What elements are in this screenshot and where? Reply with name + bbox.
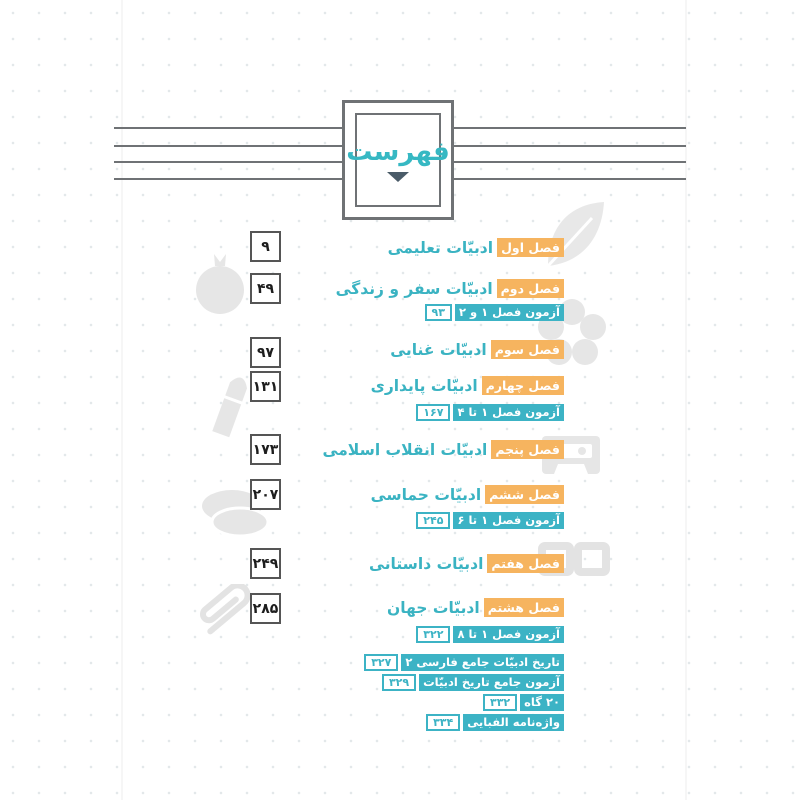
page-title: فهرست	[346, 136, 450, 167]
appendix-entry[interactable]	[382, 674, 564, 691]
down-arrow-icon	[387, 172, 409, 182]
page-number: ۹۷	[250, 337, 281, 368]
toc-entry[interactable]	[371, 485, 564, 504]
toc-entry[interactable]	[336, 279, 564, 298]
chapter-title: ادبیّات تعلیمی	[387, 238, 494, 257]
appendix-label: ۲۰ گاه	[520, 694, 564, 711]
header-line	[114, 127, 346, 129]
page-number: ۲۸۵	[250, 593, 281, 624]
appendix-label: آزمون جامع تاریخ ادبیّات	[419, 674, 564, 691]
header-line	[452, 127, 686, 129]
exam-label: آزمون فصل ۱ تا ۶	[453, 512, 564, 529]
page-number: ۱۳۱	[250, 371, 281, 402]
toc-entry[interactable]	[369, 554, 564, 573]
chapter-title: ادبیّات پایداری	[370, 376, 478, 395]
chapter-title: ادبیّات سفر و زندگی	[335, 279, 493, 298]
chapter-title: ادبیّات غنایی	[390, 340, 487, 359]
appendix-label: واژه‌نامه الفبایی	[463, 714, 564, 731]
exam-label: آزمون فصل ۱ تا ۴	[453, 404, 564, 421]
chapter-tag: فصل پنجم	[491, 440, 564, 459]
header-line	[114, 178, 346, 180]
leaf-icon	[540, 196, 610, 276]
chapter-tag: فصل اول	[497, 238, 564, 257]
exam-page-number: ۳۲۲	[416, 626, 450, 643]
appendix-page-number: ۳۲۹	[382, 674, 416, 691]
exam-entry[interactable]	[416, 626, 564, 643]
pomegranate-icon	[190, 248, 250, 318]
exam-entry[interactable]	[416, 512, 564, 529]
appendix-label: تاریخ ادبیّات جامع فارسی ۲	[401, 654, 564, 671]
header-line	[452, 145, 686, 147]
appendix-entry[interactable]	[364, 654, 564, 671]
chapter-title: ادبیّات داستانی	[369, 554, 484, 573]
chapter-title: ادبیّات انقلاب اسلامی	[322, 440, 488, 459]
appendix-entry[interactable]	[483, 694, 564, 711]
page-number: ۲۴۹	[250, 548, 281, 579]
exam-label: آزمون فصل ۱ تا ۸	[453, 626, 564, 643]
chapter-title: ادبیّات جهان	[387, 598, 480, 617]
chapter-tag: فصل چهارم	[482, 376, 564, 395]
exam-entry[interactable]	[416, 404, 564, 421]
page-number: ۲۰۷	[250, 479, 281, 510]
page-number: ۹	[250, 231, 281, 262]
header-line	[114, 161, 346, 163]
bullet-icon	[208, 366, 254, 446]
page-number: ۱۷۳	[250, 434, 281, 465]
header-line	[114, 145, 346, 147]
exam-entry[interactable]	[425, 304, 565, 321]
chapter-tag: فصل سوم	[491, 340, 564, 359]
toc-entry[interactable]	[371, 376, 564, 395]
toc-entry[interactable]	[388, 238, 564, 257]
appendix-page-number: ۳۳۴	[426, 714, 460, 731]
appendix-page-number: ۳۳۲	[483, 694, 517, 711]
exam-page-number: ۲۴۵	[416, 512, 450, 529]
appendix-page-number: ۳۲۷	[364, 654, 398, 671]
title-frame	[342, 100, 454, 220]
exam-label: آزمون فصل ۱ و ۲	[455, 304, 564, 321]
chapter-tag: فصل هفتم	[487, 554, 564, 573]
exam-page-number: ۹۳	[425, 304, 452, 321]
header-line	[452, 161, 686, 163]
chapter-tag: فصل ششم	[485, 485, 564, 504]
toc-entry[interactable]	[390, 340, 564, 359]
toc-entry[interactable]	[387, 598, 564, 617]
appendix-entry[interactable]	[426, 714, 564, 731]
chapter-tag: فصل دوم	[497, 279, 564, 298]
toc-entry[interactable]	[323, 440, 564, 459]
page-number: ۴۹	[250, 273, 281, 304]
exam-page-number: ۱۶۷	[416, 404, 450, 421]
chapter-title: ادبیّات حماسی	[370, 485, 482, 504]
chapter-tag: فصل هشتم	[484, 598, 564, 617]
header-line	[452, 178, 686, 180]
